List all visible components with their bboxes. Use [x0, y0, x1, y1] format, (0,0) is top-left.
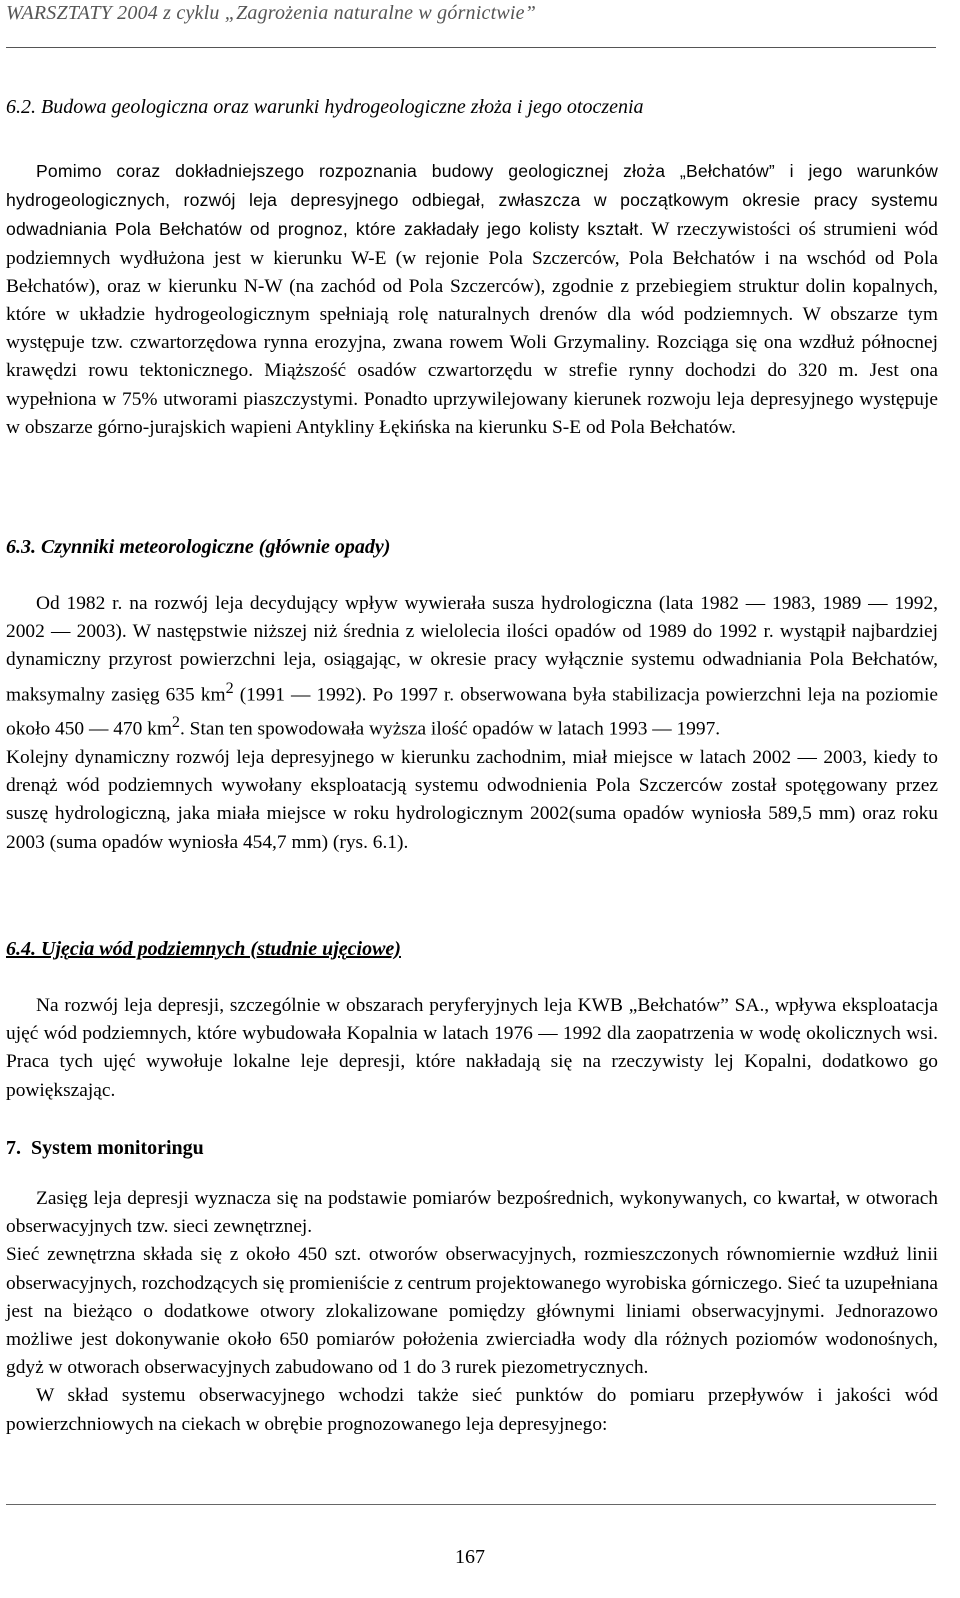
- section-number: 6.2.: [6, 96, 36, 118]
- page-number: 167: [455, 1546, 485, 1568]
- section-title: Czynniki meteorologiczne (głównie opady): [41, 536, 391, 558]
- section-number: 6.3.: [6, 536, 36, 558]
- paragraph: Zasięg leja depresji wyznacza się na podstawie pomiarów bezpośrednich, wykonywanych, co kwartał, w otworach obserwacyjnych tzw. sieci zewnętrznej.: [6, 1188, 938, 1238]
- section-6-3-body: [6, 590, 938, 857]
- running-header: WARSZTATY 2004 z cyklu „Zagrożenia naturalne w górnictwie”: [6, 2, 537, 24]
- section-title: Budowa geologiczna oraz warunki hydrogeologiczne złoża i jego otoczenia: [41, 96, 644, 118]
- body-paragraph: W rzeczywistości oś strumieni wód podziemnych wydłużona jest w kierunku W-E (w rejonie Pola Szczerców, Pola Bełchatów i na wschód od Pola Bełchatów), oraz w kierunku N-W (na zachód od Pola Szczerców), zgodnie z przebiegiem struktur dolin kopalnych, które w układzie hydrogeologicznym spełniają rolę naturalnych drenów dla wód podziemnych. W obszarze tym występuje tzw. czwartorzędowa rynna erozyjna, zwana rowem Woli Grzymaliny. Rozciąga się ona wzdłuż północnej krawędzi rowu tektonicznego. Miąższość osadów czwartorzędu w strefie rynny dochodzi do 320 m. Jest ona wypełniona w 75% utworami piaszczystymi. Ponadto uprzywilejowany kierunek rozwoju leja depresyjnego występuje w obszarze górno-jurajskich wapieni Antykliny Łękińska na kierunku S-E od Pola Bełchatów.: [6, 219, 938, 438]
- section-6-2-heading: [6, 96, 644, 119]
- section-7-body: [6, 1185, 938, 1439]
- section-7-heading: [6, 1137, 204, 1160]
- section-number: 7.: [6, 1137, 21, 1159]
- section-6-4-body: [6, 992, 938, 1105]
- section-title: System monitoringu: [31, 1137, 204, 1159]
- section-number: 6.4.: [6, 938, 36, 960]
- paragraph: Od 1982 r. na rozwój leja decydujący wpływ wywierała susza hydrologiczna (lata 1982 — 1983, 1989 — 1992, 2002 — 2003). W następstwie niższej niż średnia z wielolecia ilości opadów od 1989 do 1992 r. wystąpił najbardziej dynamiczny przyrost powierzchni leja, osiągając, w okresie pracy wyłącznie systemu odwadniania Pola Bełchatów, maksymalny zasięg 635 $km^2$ (1991 — 1992). Po 1997 r. obserwowana była stabilizacja powierzchni leja na poziomie około 450 — 470 $km^2$. Stan ten spowodowała wyższa ilość opadów w latach 1993 — 1997.: [6, 593, 938, 740]
- section-6-2-body: [6, 157, 938, 442]
- paragraph: Na rozwój leja depresji, szczególnie w obszarach peryferyjnych leja KWB „Bełchatów” SA., wpływa eksploatacja ujęć wód podziemnych, które wybudowała Kopalnia w latach 1976 — 1992 dla zaopatrzenia w wodę okolicznych wsi. Praca tych ujęć wywołuje lokalne leje depresji, które nakładają się na rzeczywisty lej Kopalni, dodatkowo go powiększając.: [6, 995, 938, 1101]
- intro-paragraph: Pomimo coraz dokładniejszego rozpoznania budowy geologicznej złoża „Bełchatów” i jego warunków hydrogeologicznych, rozwój leja depresyjnego odbiegał, zwłaszcza w początkowym okresie pracy systemu odwadniania Pola Bełchatów od prognoz, które zakładały jego kolisty kształt.: [6, 161, 938, 240]
- header-rule: [6, 47, 936, 48]
- section-title: Ujęcia wód podziemnych (studnie ujęciowe): [41, 938, 401, 960]
- footer-rule: [6, 1504, 936, 1505]
- paragraph: W skład systemu obserwacyjnego wchodzi także sieć punktów do pomiaru przepływów i jakości wód powierzchniowych na ciekach w obrębie prognozowanego leja depresyjnego:: [6, 1385, 938, 1435]
- section-6-3-heading: [6, 536, 390, 559]
- paragraph: Sieć zewnętrzna składa się z około 450 szt. otworów obserwacyjnych, rozmieszczonych równomiernie wzdłuż linii obserwacyjnych, rozchodzących się promieniście z centrum projektowanego wyrobiska górniczego. Sieć ta uzupełniana jest na bieżąco o dodatkowe otwory zlokalizowane pomiędzy głównymi liniami obserwacyjnymi. Jednorazowo możliwe jest dokonywanie około 650 pomiarów położenia zwierciadła wody dla różnych poziomów wodonośnych, gdyż w otworach obserwacyjnych zabudowano od 1 do 3 rurek piezometrycznych.: [6, 1244, 939, 1379]
- paragraph: Kolejny dynamiczny rozwój leja depresyjnego w kierunku zachodnim, miał miejsce w latach 2002 — 2003, kiedy to drenąż wód podziemnych wywołany eksploatacją systemu odwodnienia Pola Szczerców został spotęgowany przez suszę hydrologiczną, jaka miała miejsce w roku hydrologicznym 2002(suma opadów wyniosła 589,5 mm) oraz roku 2003 (suma opadów wyniosła 454,7 mm) (rys. 6.1).: [6, 746, 938, 853]
- section-6-4-heading: [6, 938, 401, 961]
